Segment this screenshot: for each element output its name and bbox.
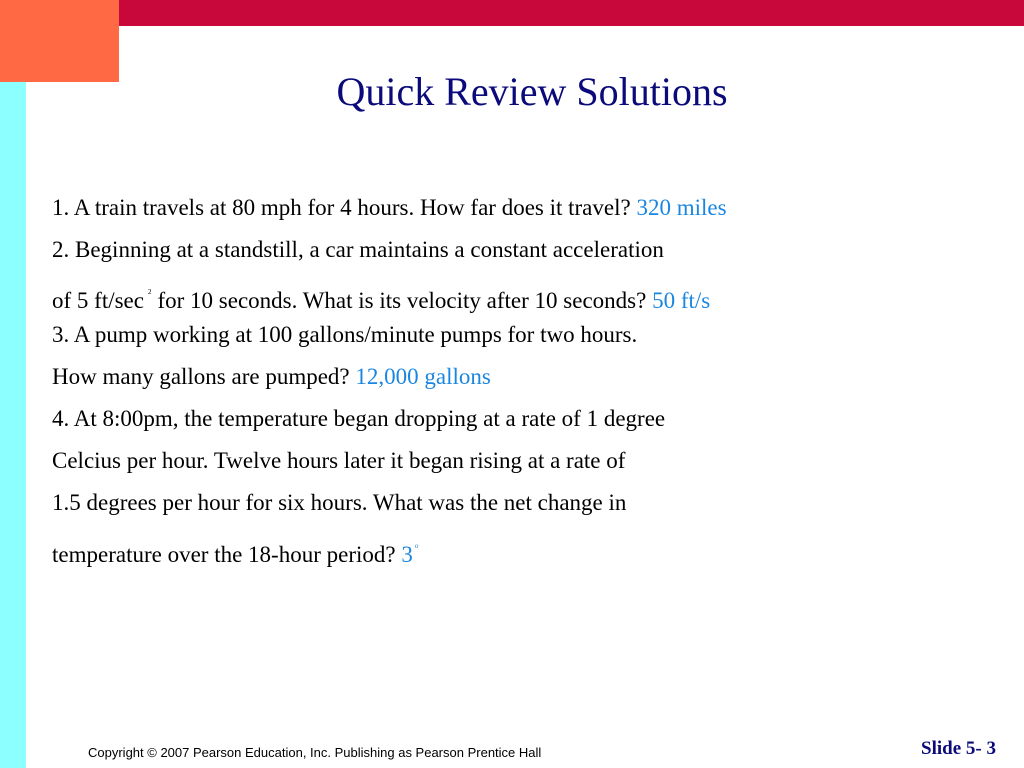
problem-2-line-1: 2. Beginning at a standstill, a car maintains a constant acceleration [52, 237, 664, 263]
problem-4-line-3: 1.5 degrees per hour for six hours. What was the net change in [52, 490, 627, 516]
problem-1-answer: 320 miles [636, 195, 727, 220]
problem-3-text: How many gallons are pumped? [52, 363, 356, 389]
left-accent-bar [0, 0, 26, 768]
slide-title: Quick Review Solutions [336, 69, 728, 114]
problem-4-line-1: 4. At 8:00pm, the temperature began dropping at a rate of 1 degree [52, 405, 666, 431]
copyright-notice: Copyright © 2007 Pearson Education, Inc. Publishing as Pearson Prentice Hall [88, 745, 542, 760]
problem-1-line-1 [52, 187, 982, 229]
problem-2-answer: 50 ft/s [652, 288, 711, 314]
problem-2-superscript: 2 [147, 288, 152, 297]
problem-4-degree-superscript: o [414, 541, 419, 550]
problem-3-line-2 [52, 356, 982, 398]
problem-4-answer: 3 [401, 541, 413, 567]
problem-2-line-2 [52, 271, 982, 313]
problem-3-line-1: 3. A pump working at 100 gallons/minute pumps for two hours. [52, 321, 638, 347]
problem-4-line-2: Celcius per hour. Twelve hours later it began rising at a rate of [52, 448, 626, 474]
slide-number: Slide 5- 3 [921, 738, 996, 759]
slide-body [52, 187, 982, 567]
problem-1-text: 1. A train travels at 80 mph for 4 hours. How far does it travel? [52, 195, 637, 220]
problem-4-text: temperature over the 18-hour period? [52, 541, 402, 567]
problem-3-answer: 12,000 gallons [355, 363, 491, 389]
problem-4-line-4 [52, 525, 982, 567]
problem-2-text-b: for 10 seconds. What is its velocity after 10 seconds? [157, 288, 653, 314]
problem-2-text-a: of 5 ft/sec [52, 288, 144, 314]
top-accent-bar [0, 0, 1024, 26]
